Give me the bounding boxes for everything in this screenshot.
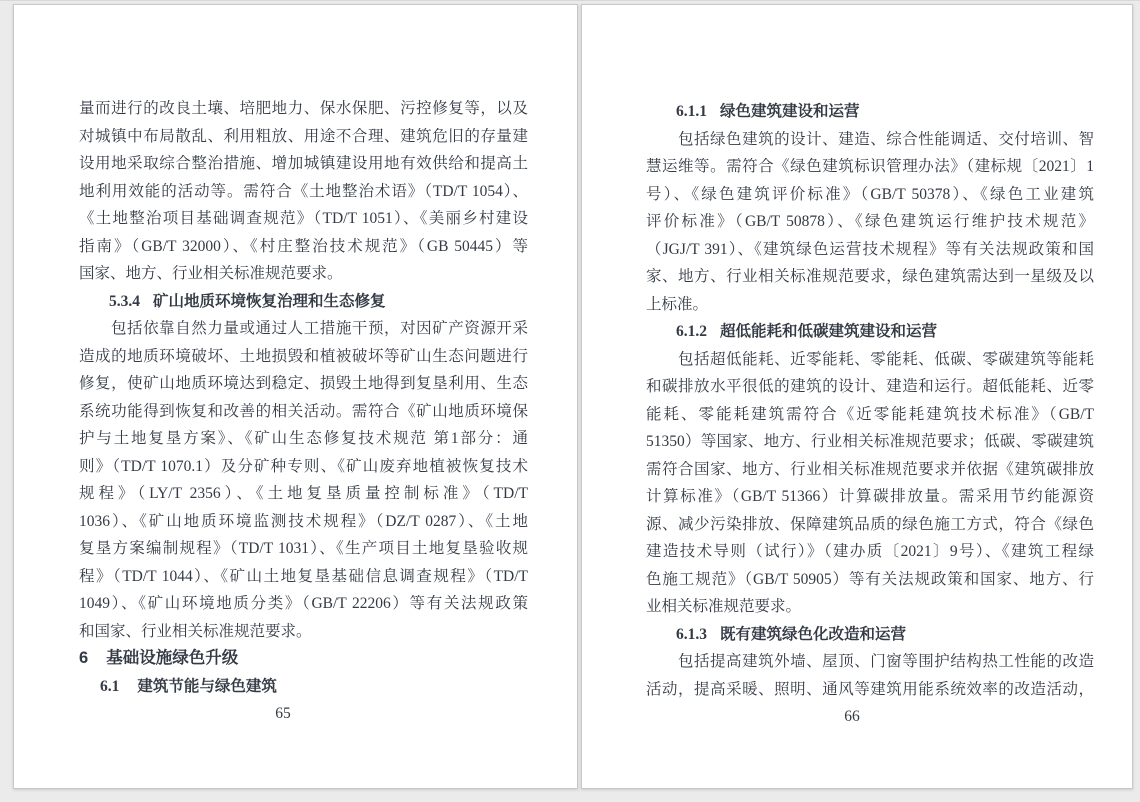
heading-line xyxy=(646,621,1094,649)
heading-number: 6.1.1 xyxy=(676,103,707,120)
heading-number: 5.3.4 xyxy=(109,292,140,310)
text-line: 国家、地方、行业相关标准规范要求。 xyxy=(79,265,343,282)
heading-number: 6.1.3 xyxy=(676,625,707,643)
text-line: 造成的地质环境破坏、土地损毁和植被破坏等矿山生态问题进行 xyxy=(79,347,528,365)
text-line: 量而进行的改良土壤、培肥地力、保水保肥、污控修复等，以及 xyxy=(79,100,528,117)
text-line: 上标准。 xyxy=(646,295,709,313)
text-line: 评价标准》（GB/T 50878）、《绿色建筑运行维护技术规范》 xyxy=(646,213,1094,230)
text-line: 包括绿色建筑的设计、建造、综合性能调适、交付培训、智 xyxy=(678,130,1094,148)
text-line: 包括依靠自然力量或通过人工措施干预，对因矿产资源开采 xyxy=(111,320,528,337)
text-line: 指南》（GB/T 32000）、《村庄整治技术规范》（GB 50445）等 xyxy=(79,237,528,255)
text-line: 包括提高建筑外墙、屋顶、门窗等围护结构热工性能的改造 xyxy=(678,653,1094,670)
heading-number: 6.1 xyxy=(100,677,120,695)
heading-line xyxy=(646,318,1094,346)
text-line: 能耗、零能耗建筑需符合《近零能耗建筑技术标准》（GB/T xyxy=(646,405,1094,423)
heading-title: 基础设施绿色升级 xyxy=(106,649,239,667)
heading-title: 既有建筑绿色化改造和运营 xyxy=(720,625,907,643)
text-line: 活动，提高采暖、照明、通风等建筑用能系统效率的改造活动， xyxy=(646,680,1094,698)
text-line: 设用地采取综合整治措施、增加城镇建设用地有效供给和提高土 xyxy=(79,155,528,172)
text-line: 和碳排放水平很低的建筑的设计、建造和运行。超低能耗、近零 xyxy=(646,378,1094,395)
text-line: 1049）、《矿山环境地质分类》（GB/T 22206）等有关法规政策 xyxy=(79,595,528,612)
text-line: 色施工规范》（GB/T 50905）等有关法规政策和国家、地方、行 xyxy=(646,570,1094,588)
heading-line xyxy=(79,645,528,673)
text-line: 1036）、《矿山地质环境监测技术规程》（DZ/T 0287）、《土地 xyxy=(79,512,528,530)
text-line: 地利用效能的活动等。需符合《土地整治术语》（TD/T 1054）、 xyxy=(79,182,528,200)
text-line: 慧运维等。需符合《绿色建筑标识管理办法》（建标规〔2021〕1 xyxy=(646,158,1094,175)
text-line: 规程》（LY/T 2356）、《土地复垦质量控制标准》（TD/T xyxy=(79,485,528,502)
page-65-page-number: 65 xyxy=(275,705,291,722)
heading-title: 超低能耗和低碳建筑建设和运营 xyxy=(720,323,938,340)
page-66 xyxy=(581,4,1133,789)
text-line: 《土地整治项目基础调查规范》（TD/T 1051）、《美丽乡村建设 xyxy=(79,210,528,227)
text-line: 建造技术导则（试行）》（建办质〔2021〕9号）、《建筑工程绿 xyxy=(646,543,1094,560)
heading-line xyxy=(646,98,1094,126)
heading-title: 建筑节能与绿色建筑 xyxy=(137,677,277,695)
text-line: 则》（TD/T 1070.1）及分矿种专则、《矿山废弃地植被恢复技术 xyxy=(79,457,528,475)
heading-line xyxy=(79,288,528,316)
heading-title: 绿色建筑建设和运营 xyxy=(720,103,860,120)
text-line: 家、地方、行业相关标准规范要求，绿色建筑需达到一星级及以 xyxy=(646,268,1094,285)
text-line: 号）、《绿色建筑评价标准》（GB/T 50378）、《绿色工业建筑 xyxy=(646,185,1094,203)
heading-number: 6.1.2 xyxy=(676,323,707,340)
text-line: 源、减少污染排放、保障建筑品质的绿色施工方式，符合《绿色 xyxy=(646,515,1094,533)
text-line: 复垦方案编制规程》（TD/T 1031）、《生产项目土地复垦验收规 xyxy=(79,540,528,557)
text-line: 包括超低能耗、近零能耗、零能耗、低碳、零碳建筑等能耗 xyxy=(678,350,1094,368)
text-line: 系统功能得到恢复和改善的相关活动。需符合《矿山地质环境保 xyxy=(79,402,528,420)
text-line: 业相关标准规范要求。 xyxy=(646,598,802,615)
text-line: 护与土地复垦方案》、《矿山生态修复技术规范 第1部分：通 xyxy=(79,430,528,447)
text-line: 51350）等国家、地方、行业相关标准规范要求；低碳、零碳建筑 xyxy=(646,433,1094,450)
page-66-text-column xyxy=(646,98,1094,703)
heading-title: 矿山地质环境恢复治理和生态修复 xyxy=(153,292,386,310)
page-65-text-column xyxy=(79,95,528,700)
text-line: 对城镇中布局散乱、利用粗放、用途不合理、建筑危旧的存量建 xyxy=(79,127,528,145)
text-line: 程》（TD/T 1044）、《矿山土地复垦基础信息调查规程》（TD/T xyxy=(79,567,528,585)
heading-number: 6 xyxy=(79,649,89,667)
heading-line xyxy=(79,673,528,701)
text-line: （JGJ/T 391）、《建筑绿色运营技术规程》等有关法规政策和国 xyxy=(646,240,1094,258)
page-66-page-number: 66 xyxy=(844,708,860,725)
text-line: 计算标准》（GB/T 51366）计算碳排放量。需采用节约能源资 xyxy=(646,488,1094,505)
text-line: 需符合国家、地方、行业相关标准规范要求并依据《建筑碳排放 xyxy=(646,460,1094,478)
page-65 xyxy=(13,4,578,789)
text-line: 和国家、行业相关标准规范要求。 xyxy=(79,622,312,640)
text-line: 修复，使矿山地质环境达到稳定、损毁土地得到复垦利用、生态 xyxy=(79,375,528,392)
